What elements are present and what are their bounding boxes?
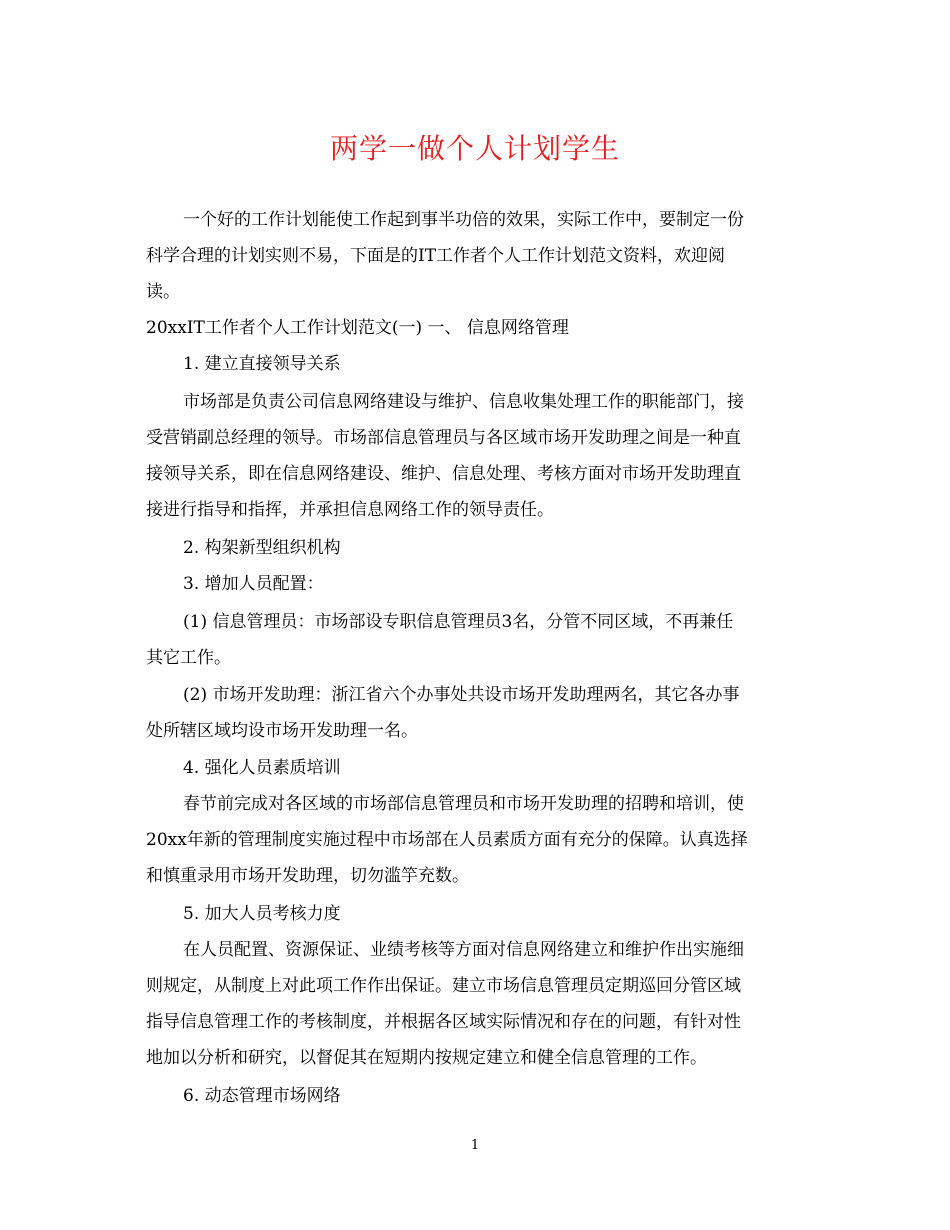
intro-line-2: 科学合理的计划实则不易，下面是的IT工作者个人工作计划范文资料，欢迎阅 — [146, 246, 726, 266]
paragraph-line: 接领导关系，即在信息网络建设、维护、信息处理、考核方面对市场开发助理直 — [146, 464, 741, 484]
paragraph-line: 接进行指导和指挥，并承担信息网络工作的领导责任。 — [146, 500, 554, 520]
paragraph-line: 春节前完成对各区域的市场部信息管理员和市场开发助理的招聘和培训，使 — [183, 794, 744, 814]
paragraph-line: 受营销副总经理的领导。市场部信息管理员与各区域市场开发助理之间是一种直 — [146, 428, 741, 448]
item-heading-3: 3. 增加人员配置： — [183, 574, 324, 594]
paragraph-line: 市场部是负责公司信息网络建设与维护、信息收集处理工作的职能部门，接 — [183, 392, 744, 412]
paragraph-line: 在人员配置、资源保证、业绩考核等方面对信息网络建立和维护作出实施细 — [183, 940, 744, 960]
intro-line-3: 读。 — [146, 282, 180, 302]
item-heading-6: 6. 动态管理市场网络 — [183, 1086, 341, 1106]
item-heading-5: 5. 加大人员考核力度 — [183, 904, 341, 924]
paragraph-line: 处所辖区域均设市场开发助理一名。 — [146, 721, 418, 741]
paragraph-line: 指导信息管理工作的考核制度，并根据各区域实际情况和存在的问题，有针对性 — [146, 1012, 741, 1032]
item-heading-1: 1. 建立直接领导关系 — [183, 354, 341, 374]
paragraph-line: 地加以分析和研究，以督促其在短期内按规定建立和健全信息管理的工作。 — [146, 1048, 707, 1068]
intro-line-1: 一个好的工作计划能使工作起到事半功倍的效果，实际工作中，要制定一份 — [183, 210, 744, 230]
item-heading-2: 2. 构架新型组织机构 — [183, 538, 341, 558]
page-number: 1 — [470, 1138, 480, 1153]
paragraph-line: 其它工作。 — [146, 648, 231, 668]
paragraph-line: 和慎重录用市场开发助理，切勿滥竽充数。 — [146, 866, 469, 886]
paragraph-line: (2) 市场开发助理：浙江省六个办事处共设市场开发助理两名，其它各办事 — [183, 685, 740, 705]
section-heading: 20xxIT工作者个人工作计划范文(一) 一、 信息网络管理 — [146, 318, 569, 338]
paragraph-line: (1) 信息管理员：市场部设专职信息管理员3名，分管不同区域，不再兼任 — [183, 612, 734, 632]
paragraph-line: 20xx年新的管理制度实施过程中市场部在人员素质方面有充分的保障。认真选择 — [146, 830, 748, 850]
document-title: 两学一做个人计划学生 — [329, 132, 620, 165]
paragraph-line: 则规定，从制度上对此项工作作出保证。建立市场信息管理员定期巡回分管区域 — [146, 976, 741, 996]
item-heading-4: 4. 强化人员素质培训 — [183, 758, 341, 778]
